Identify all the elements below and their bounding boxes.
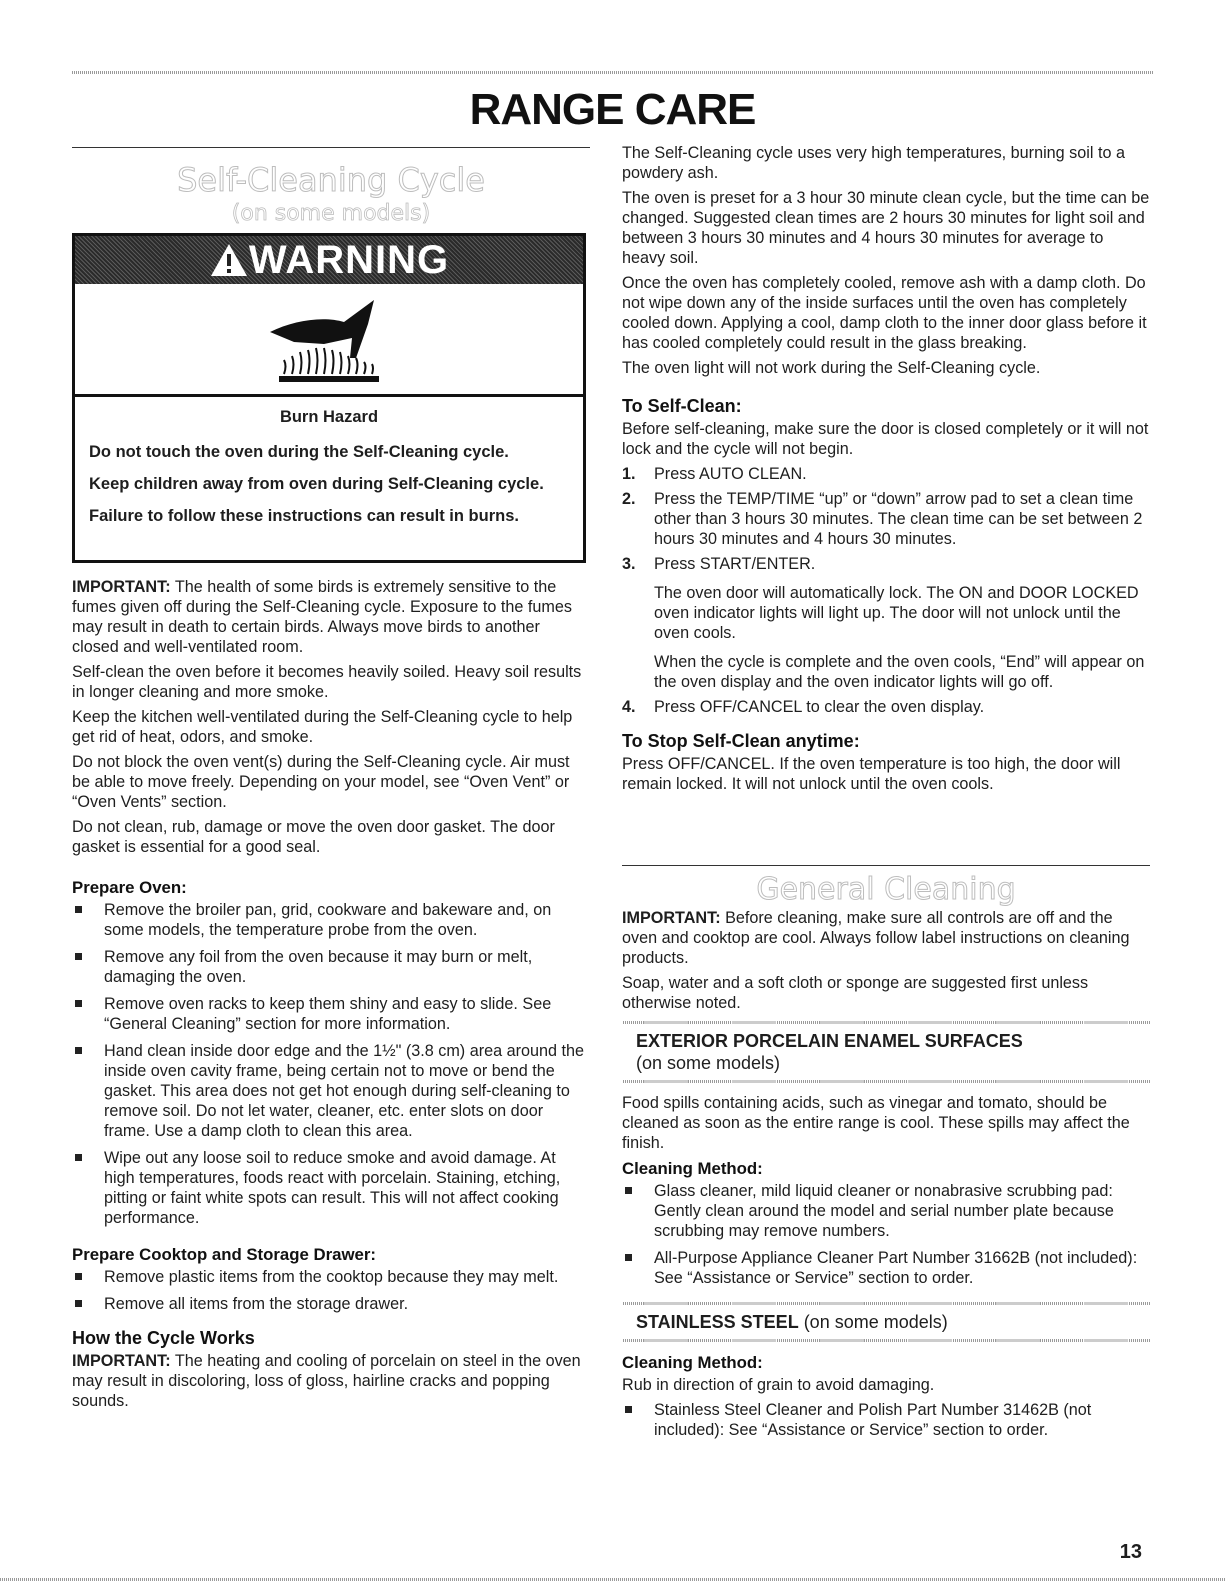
to-stop-text: Press OFF/CANCEL. If the oven temperature is too high, the door will remain locked. It will not unlock until the oven cools.: [622, 755, 1121, 793]
list-item: Wipe out any loose soil to reduce smoke and avoid damage. At high temperatures, foods react with porcelain. Staining, etching, pitting or faint white spots can result. This will not affect cooking performance.: [72, 1148, 590, 1228]
page-title: RANGE CARE: [469, 85, 756, 134]
warning-line: Failure to follow these instructions can result in burns.: [89, 507, 519, 525]
step-note: When the cycle is complete and the oven cools, “End” will appear on the oven display and the oven indicator lights will go off.: [654, 653, 1145, 691]
prepare-cooktop-list: [72, 1267, 590, 1314]
section-title-general-cleaning: General Cleaning: [756, 872, 1016, 907]
right-body: [622, 143, 1150, 799]
paragraph: Keep the kitchen well-ventilated during the Self-Cleaning cycle to help get rid of heat, odors, and smoke.: [72, 708, 573, 746]
exterior-paragraph: Food spills containing acids, such as vinegar and tomato, should be cleaned as soon as the entire range is cool. These spills may affect the finish.: [622, 1094, 1130, 1152]
paragraph: The oven light will not work during the Self-Cleaning cycle.: [622, 359, 1041, 377]
to-self-clean-intro: Before self-cleaning, make sure the door is closed completely or it will not lock and the cycle will not begin.: [622, 420, 1149, 458]
cleaning-method-heading: Cleaning Method:: [622, 1353, 763, 1372]
step-item: 3. Press START/ENTER. The oven door will automatically lock. The ON and DOOR LOCKED oven indicator lights will light up. The door will not unlock until the oven cools. When the cycle is complete and the oven cools, “End” will appear on the oven display and the oven indicator lights will go off.: [622, 554, 1150, 692]
bottom-rule: [0, 1578, 1225, 1581]
list-item: Glass cleaner, mild liquid cleaner or nonabrasive scrubbing pad: Gently clean around the model and serial number plate because scrubbing may remove numbers.: [622, 1181, 1150, 1241]
general-cleaning-block: [622, 872, 1150, 1448]
list-item: Remove oven racks to keep them shiny and easy to slide. See “General Cleaning” section for more information.: [72, 994, 590, 1034]
warning-text: [75, 397, 583, 527]
prepare-cooktop-heading: Prepare Cooktop and Storage Drawer:: [72, 1245, 376, 1264]
prepare-oven-heading: Prepare Oven:: [72, 878, 187, 897]
stainless-title: STAINLESS STEEL: [636, 1312, 799, 1332]
warning-line: Do not touch the oven during the Self-Cleaning cycle.: [89, 443, 509, 461]
burn-hazard-hand-icon: [75, 284, 583, 397]
warning-header: [75, 236, 583, 284]
stainless-method-list: [622, 1400, 1150, 1440]
list-item: Remove any foil from the oven because it may burn or melt, damaging the oven.: [72, 947, 590, 987]
self-cleaning-heading-block: [72, 160, 590, 228]
warning-box: [72, 233, 586, 563]
exterior-porcelain-header: [622, 1021, 1150, 1083]
paragraph: The oven is preset for a 3 hour 30 minute clean cycle, but the time can be changed. Suggested clean times are 2 hours 30 minutes for light soil and between 3 hours 30 minutes and 4 hours 30 minutes for average to heavy soil.: [622, 189, 1150, 267]
list-item: Remove all items from the storage drawer.: [72, 1294, 590, 1314]
how-cycle-works-paragraph: IMPORTANT: The heating and cooling of porcelain on steel in the oven may result in discoloring, loss of gloss, hairline cracks and popping sounds.: [72, 1352, 581, 1410]
step-note: The oven door will automatically lock. The ON and DOOR LOCKED oven indicator lights will light up. The door will not unlock until the oven cools.: [654, 584, 1139, 642]
left-section-rule: [72, 147, 590, 148]
paragraph: Self-clean the oven before it becomes heavily soiled. Heavy soil results in longer cleaning and more smoke.: [72, 663, 582, 701]
to-stop-heading: To Stop Self-Clean anytime:: [622, 731, 860, 751]
list-item: Hand clean inside door edge and the 1½" (3.8 cm) area around the inside oven cavity frame, being certain not to move or bend the gasket. This area does not get hot enough during self-cleaning to remove soil. Do not let water, cleaner, etc. enter slots on door frame. Use a damp cloth to clean this area.: [72, 1041, 590, 1141]
stainless-subtitle: (on some models): [798, 1312, 948, 1332]
paragraph: Once the oven has completely cooled, remove ash with a damp cloth. Do not wipe down any of the inside surfaces until the oven has completely cooled down. Applying a cool, damp cloth to the inner door glass before it has cooled completely could result in the glass breaking.: [622, 274, 1147, 352]
stainless-paragraph: Rub in direction of grain to avoid damaging.: [622, 1376, 935, 1394]
list-item: Remove plastic items from the cooktop because they may melt.: [72, 1267, 590, 1287]
section-title-self-cleaning: Self-Cleaning Cycle: [177, 161, 485, 199]
paragraph: Do not clean, rub, damage or move the oven door gasket. The door gasket is essential for a good seal.: [72, 818, 555, 856]
important-label: IMPORTANT:: [72, 578, 171, 596]
cleaning-method-heading: Cleaning Method:: [622, 1159, 763, 1178]
step-item: 4. Press OFF/CANCEL to clear the oven display.: [622, 698, 985, 716]
paragraph: Do not block the oven vent(s) during the Self-Cleaning cycle. Air must be able to move freely. Depending on your model, see “Oven Vent” or “Oven Vents” section.: [72, 753, 570, 811]
prepare-oven-list: [72, 900, 590, 1228]
stainless-steel-header: [622, 1302, 1150, 1342]
step-item: 1. Press AUTO CLEAN.: [622, 465, 807, 483]
exterior-method-list: [622, 1181, 1150, 1288]
self-clean-steps: [622, 464, 1150, 717]
list-item: All-Purpose Appliance Cleaner Part Number 31662B (not included): See “Assistance or Service” section to order.: [622, 1248, 1150, 1288]
page-number: 13: [1119, 1541, 1142, 1563]
warning-line: Keep children away from oven during Self-Cleaning cycle.: [89, 475, 544, 493]
step-item: 2. Press the TEMP/TIME “up” or “down” arrow pad to set a clean time other than 3 hours 30 minutes. The clean time can be set between 2 hours 30 minutes and 4 hours 30 minutes.: [622, 490, 1143, 548]
to-self-clean-heading: To Self-Clean:: [622, 396, 742, 416]
soap-paragraph: Soap, water and a soft cloth or sponge are suggested first unless otherwise noted.: [622, 974, 1089, 1012]
general-important-paragraph: IMPORTANT: Before cleaning, make sure all controls are off and the oven and cooktop are cool. Always follow label instructions on cleaning products.: [622, 909, 1130, 967]
exterior-subtitle: (on some models): [636, 1053, 781, 1073]
right-section-rule: [622, 865, 1150, 866]
left-body: [72, 577, 590, 1416]
list-item: Stainless Steel Cleaner and Polish Part Number 31462B (not included): See “Assistance or Service” section to order.: [622, 1400, 1150, 1440]
warning-triangle-icon: [209, 242, 249, 278]
list-item: Remove the broiler pan, grid, cookware and bakeware and, on some models, the temperature probe from the oven.: [72, 900, 590, 940]
section-subtitle: (on some models): [231, 201, 431, 226]
important-bird-paragraph: IMPORTANT: The health of some birds is extremely sensitive to the fumes given off during the Self-Cleaning cycle. Exposure to the fumes may result in death to certain birds. Always move birds to another closed and well-ventilated room.: [72, 578, 572, 656]
burn-hazard-label: Burn Hazard: [279, 408, 379, 426]
top-rule: [72, 71, 1154, 74]
exterior-title: EXTERIOR PORCELAIN ENAMEL SURFACES: [636, 1031, 1023, 1051]
paragraph: The Self-Cleaning cycle uses very high temperatures, burning soil to a powdery ash.: [622, 144, 1125, 182]
warning-header-text: WARNING: [248, 238, 450, 282]
how-cycle-works-heading: How the Cycle Works: [72, 1328, 255, 1348]
